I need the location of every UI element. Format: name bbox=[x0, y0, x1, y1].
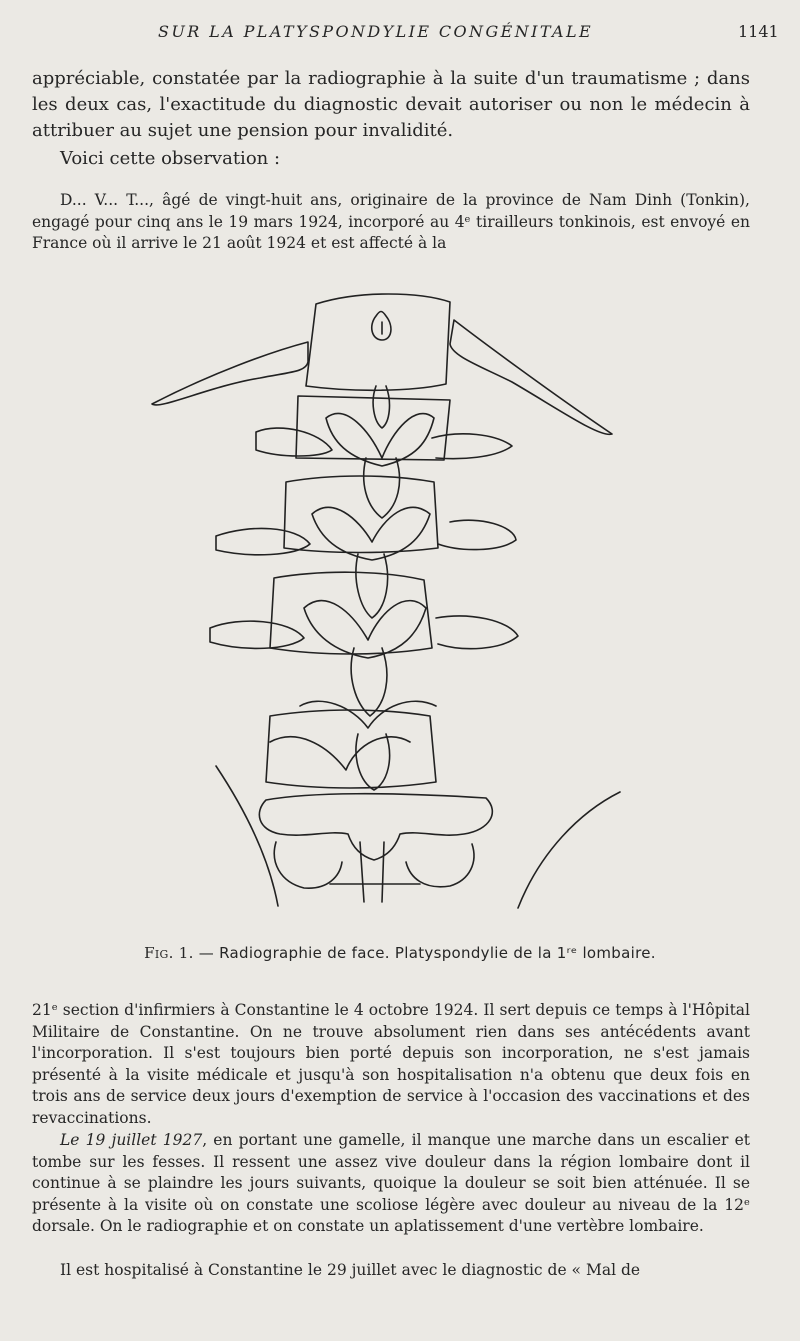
paragraph-5-date: Le 19 juillet 1927 bbox=[60, 1131, 203, 1149]
spine-radiograph-figure bbox=[120, 282, 640, 922]
figure-caption bbox=[100, 944, 700, 962]
page-number: 1141 bbox=[738, 22, 779, 41]
paragraph-3: D... V... T..., âgé de vingt-huit ans, originaire de la province de Nam Dinh (Tonkin), engagé pour cinq ans le 19 mars 1924, incorporé au 4ᵉ tirailleurs tonkinois, est envoyé en France où il arrive le 21 août 1924 et est affecté à la bbox=[32, 191, 750, 252]
sacrum bbox=[259, 794, 492, 860]
running-header bbox=[0, 22, 800, 46]
left-iliac bbox=[216, 766, 278, 906]
figure-label: Fig. 1. bbox=[144, 944, 194, 962]
vertebra-l5 bbox=[266, 710, 436, 788]
paragraph-5 bbox=[32, 1130, 750, 1238]
paragraph-2: Voici cette observation : bbox=[60, 148, 281, 169]
vertebra-l1-body bbox=[306, 294, 450, 390]
paragraph-4: 21ᵉ section d'infirmiers à Constantine le 4 octobre 1924. Il sert depuis ce temps à l'Hôpital Militaire de Constantine. On ne trouve absolument rien dans ses antécédents avant l'incorporation. Il s'est toujours bien porté depuis son incorporation, ne s'est jamais présenté à la visite médicale et jusqu'à son hospitalisation n'a obtenu que deux fois en trois ans de service deux jours d'exemption de service à l'occasion des vaccinations et des revaccinations. bbox=[32, 1001, 750, 1127]
running-title: SUR LA PLATYSPONDYLIE CONGÉNITALE bbox=[158, 22, 594, 41]
vertebra-l4 bbox=[270, 572, 432, 654]
paragraph-5-text: , en portant une gamelle, il manque une marche dans un escalier et tombe sur les fesses. Il ressent une assez vive douleur dans la région lombaire dont il continue à se plaindre les jours suivants, quoique la douleur se soit bien atténuée. Il se présente à la visite où on constate une scoliose légère avec douleur au niveau de la 12ᵉ dorsale. On le radiographie et on constate un aplatissement d'une vertèbre lombaire. bbox=[32, 1131, 750, 1235]
left-transverse-process bbox=[152, 342, 308, 405]
right-iliac bbox=[518, 792, 620, 908]
paragraph-6: Il est hospitalisé à Constantine le 29 juillet avec le diagnostic de « Mal de bbox=[60, 1261, 641, 1279]
right-transverse-process bbox=[450, 320, 612, 434]
figure-caption-text: — Radiographie de face. Platyspondylie de la 1ʳᵉ lombaire. bbox=[193, 944, 656, 962]
spine-drawing bbox=[120, 282, 640, 922]
paragraph-1: appréciable, constatée par la radiographie à la suite d'un traumatisme ; dans les deux cas, l'exactitude du diagnostic devait autoriser ou non le médecin à attribuer au sujet une pension pour invalidité. bbox=[32, 68, 750, 141]
